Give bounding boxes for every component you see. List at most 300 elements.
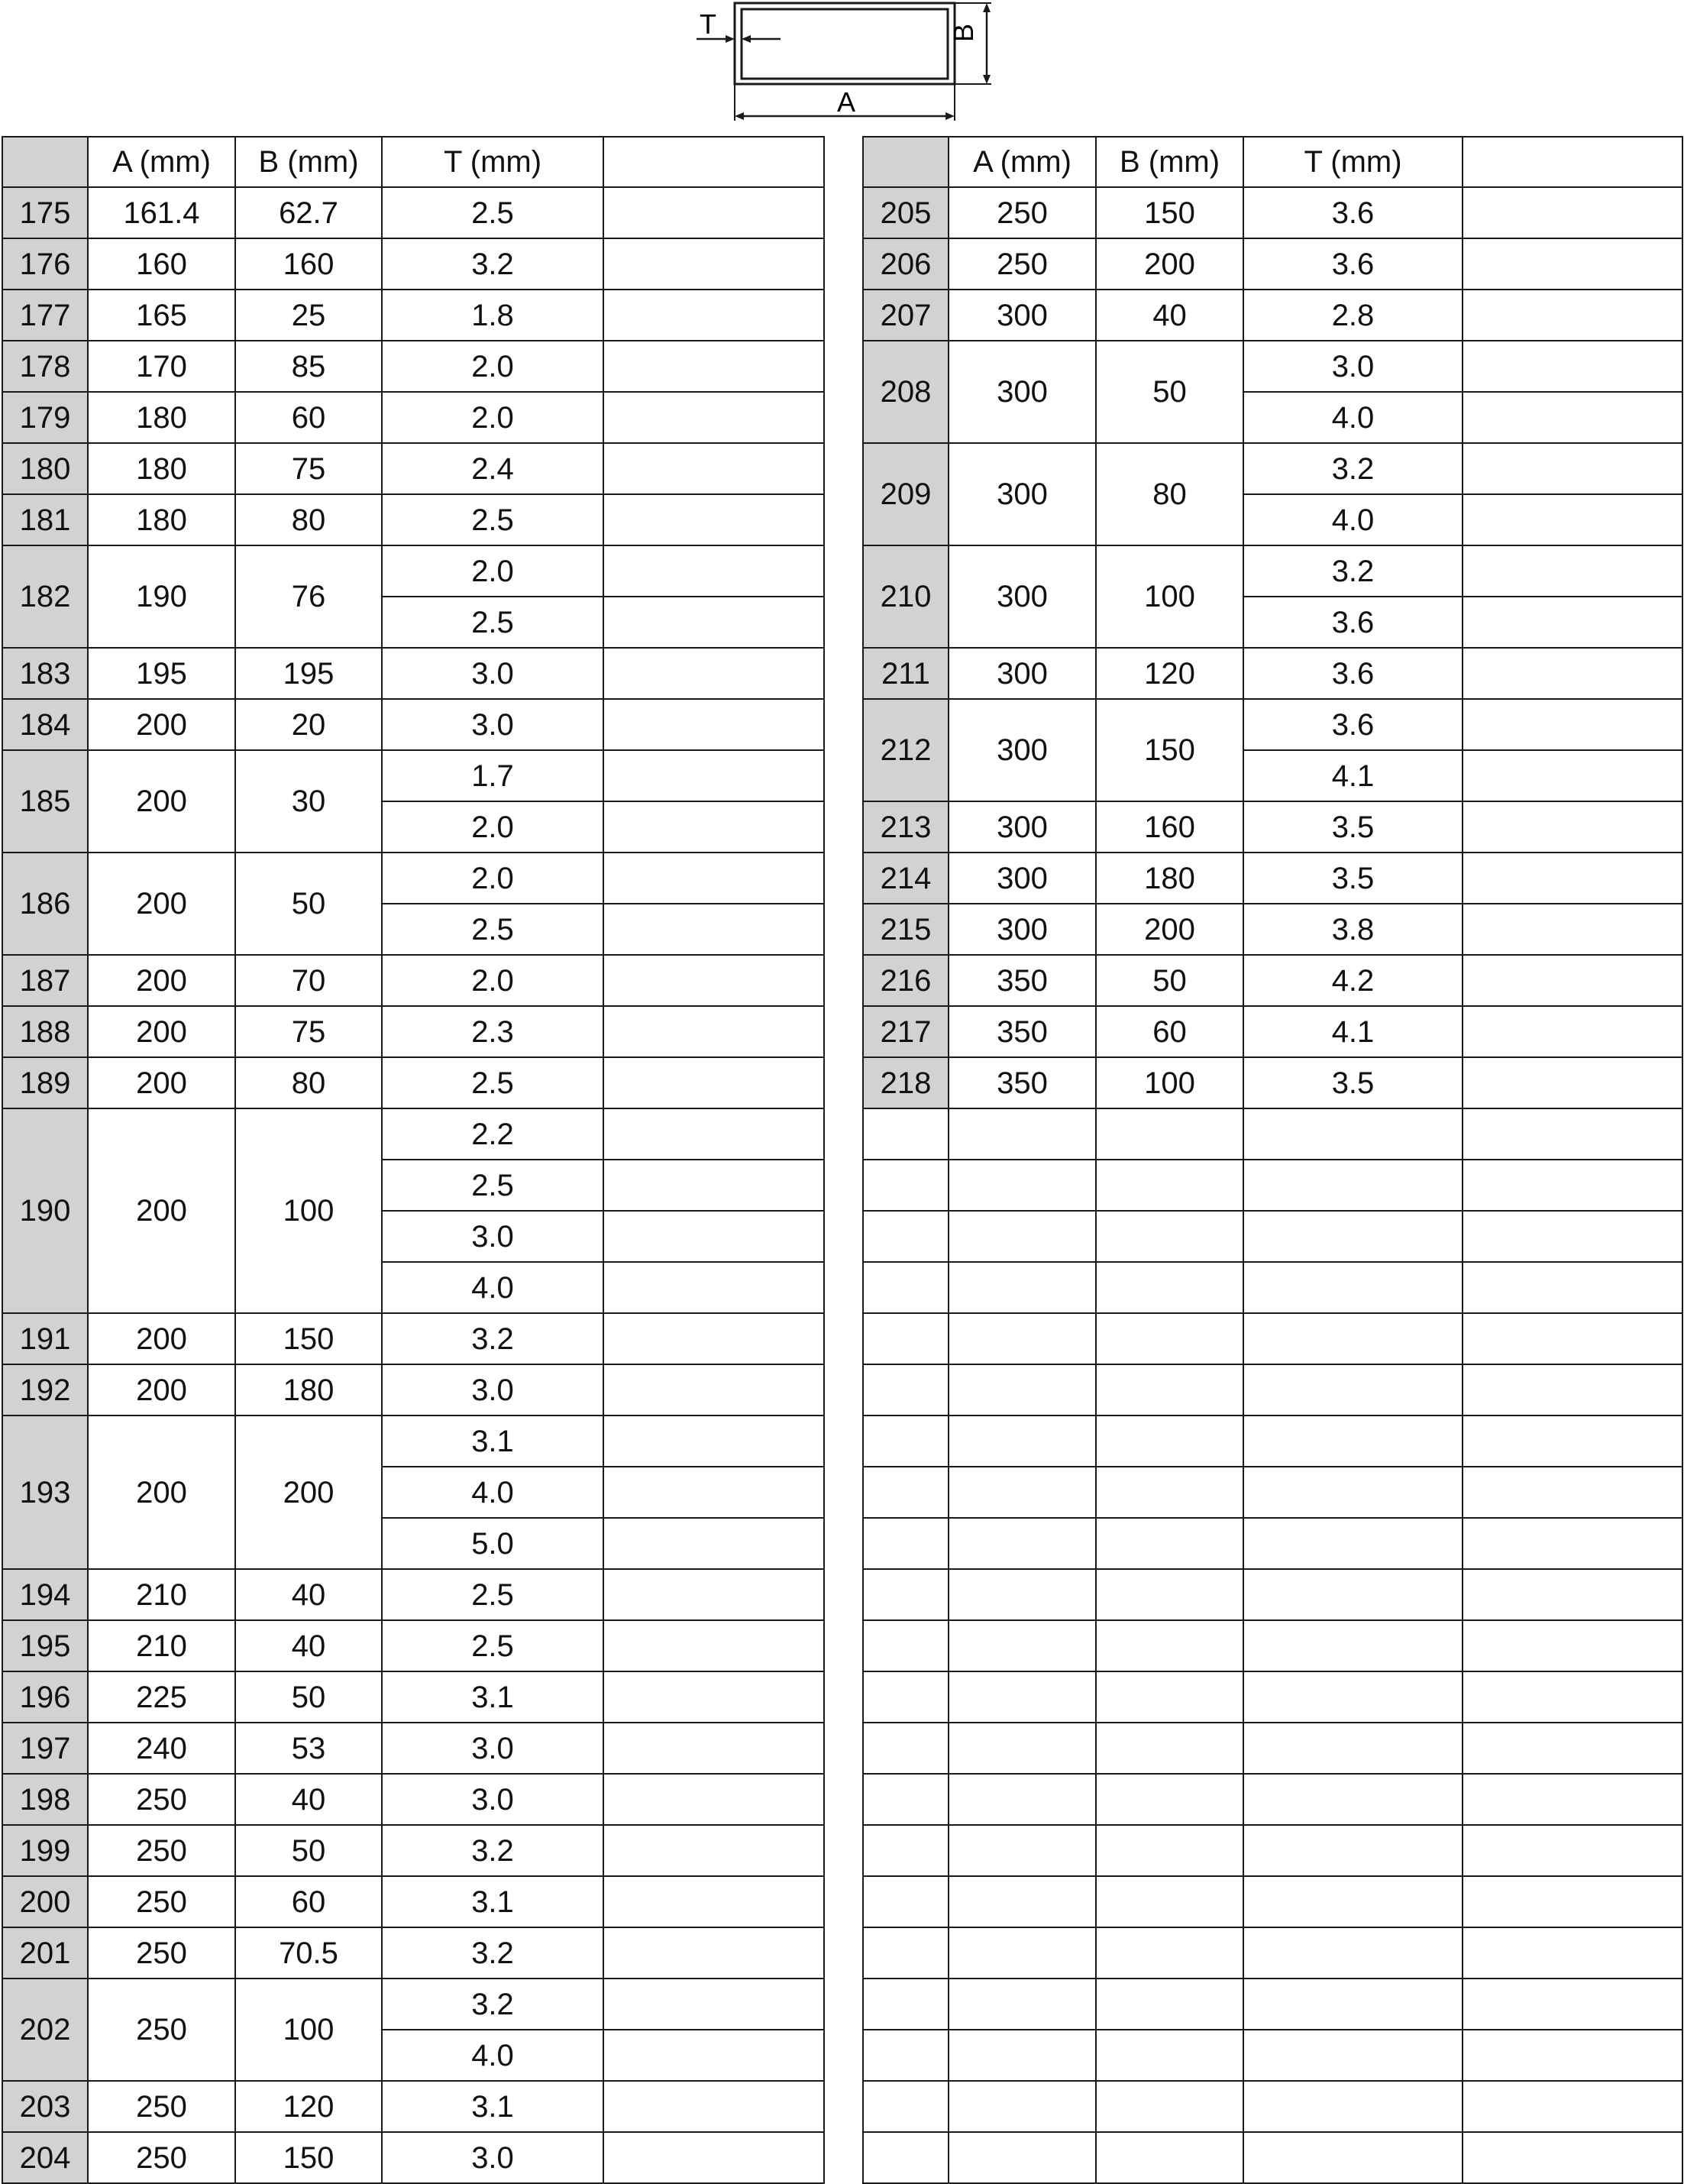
empty-row <box>863 2030 1682 2081</box>
dimension-b: 100 <box>235 1108 382 1313</box>
empty-note-cell <box>1463 1671 1682 1723</box>
note-cell <box>603 1364 824 1416</box>
note-cell <box>603 238 824 290</box>
note-cell <box>603 1825 824 1876</box>
note-cell <box>603 955 824 1006</box>
thickness-t: 1.8 <box>382 290 603 341</box>
thickness-t: 4.0 <box>382 1262 603 1313</box>
note-cell <box>603 1927 824 1979</box>
header-note <box>1463 137 1682 187</box>
thickness-t: 2.8 <box>1243 290 1463 341</box>
empty-t-cell <box>1243 1979 1463 2030</box>
empty-note-cell <box>1463 1927 1682 1979</box>
item-number: 178 <box>2 341 88 392</box>
table-row <box>2 1774 824 1825</box>
note-cell <box>603 801 824 853</box>
dimension-b: 40 <box>235 1774 382 1825</box>
table-row <box>2 2132 824 2183</box>
empty-row <box>863 1262 1682 1313</box>
dimension-a: 300 <box>949 545 1096 648</box>
thickness-t: 4.0 <box>382 1467 603 1518</box>
empty-number-cell <box>863 1108 949 1160</box>
thickness-t: 3.2 <box>382 1825 603 1876</box>
table-row <box>2 1671 824 1723</box>
note-cell <box>603 1518 824 1569</box>
dimension-b: 195 <box>235 648 382 699</box>
empty-note-cell <box>1463 2030 1682 2081</box>
dimension-a: 300 <box>949 801 1096 853</box>
item-number: 176 <box>2 238 88 290</box>
dimension-a: 190 <box>88 545 235 648</box>
thickness-t: 3.2 <box>382 1979 603 2030</box>
thickness-t: 2.5 <box>382 904 603 955</box>
empty-b-cell <box>1096 1774 1243 1825</box>
dimension-b: 200 <box>1096 904 1243 955</box>
note-cell <box>603 1979 824 2030</box>
item-number: 196 <box>2 1671 88 1723</box>
header-t: T (mm) <box>1243 137 1463 187</box>
note-cell <box>603 290 824 341</box>
note-cell <box>603 392 824 443</box>
dimension-a: 210 <box>88 1569 235 1620</box>
empty-t-cell <box>1243 1774 1463 1825</box>
dimension-a: 200 <box>88 853 235 955</box>
dimension-a: 180 <box>88 392 235 443</box>
t-arrowhead-left <box>726 35 735 43</box>
note-cell <box>603 904 824 955</box>
thickness-t: 3.1 <box>382 1876 603 1927</box>
table-row <box>863 187 1682 238</box>
empty-b-cell <box>1096 1671 1243 1723</box>
dimension-a: 210 <box>88 1620 235 1671</box>
thickness-t: 1.7 <box>382 750 603 801</box>
dimension-b: 80 <box>1096 443 1243 545</box>
empty-note-cell <box>1463 2081 1682 2132</box>
item-number: 191 <box>2 1313 88 1364</box>
dimension-a: 200 <box>88 1313 235 1364</box>
empty-t-cell <box>1243 1262 1463 1313</box>
empty-t-cell <box>1243 1569 1463 1620</box>
item-number: 201 <box>2 1927 88 1979</box>
table-row <box>2 290 824 341</box>
b-arrowhead-top <box>983 3 991 12</box>
dimension-b: 50 <box>235 1825 382 1876</box>
thickness-t: 2.0 <box>382 545 603 597</box>
dimension-b: 180 <box>1096 853 1243 904</box>
dimension-b: 60 <box>1096 1006 1243 1057</box>
empty-b-cell <box>1096 1569 1243 1620</box>
dimension-b: 40 <box>235 1569 382 1620</box>
dimension-b: 70 <box>235 955 382 1006</box>
empty-a-cell <box>949 1671 1096 1723</box>
dimension-a: 300 <box>949 443 1096 545</box>
item-number: 200 <box>2 1876 88 1927</box>
empty-row <box>863 1979 1682 2030</box>
empty-row <box>863 1416 1682 1467</box>
b-dimension-label: B <box>948 23 979 43</box>
note-cell <box>603 1006 824 1057</box>
dimension-a: 200 <box>88 955 235 1006</box>
dimension-a: 350 <box>949 955 1096 1006</box>
empty-number-cell <box>863 2030 949 2081</box>
note-cell <box>603 1723 824 1774</box>
table-row <box>2 392 824 443</box>
empty-a-cell <box>949 1364 1096 1416</box>
dimension-a: 161.4 <box>88 187 235 238</box>
table-row <box>2 494 824 545</box>
thickness-t: 2.0 <box>382 341 603 392</box>
dimension-b: 60 <box>235 392 382 443</box>
empty-note-cell <box>1463 1262 1682 1313</box>
tube-cross-section-diagram <box>0 0 1684 130</box>
header-t: T (mm) <box>382 137 603 187</box>
dimension-b: 76 <box>235 545 382 648</box>
note-cell <box>603 1416 824 1467</box>
empty-b-cell <box>1096 2081 1243 2132</box>
dimension-b: 80 <box>235 494 382 545</box>
dimension-b: 150 <box>235 2132 382 2183</box>
note-cell <box>1463 699 1682 750</box>
note-cell <box>603 2132 824 2183</box>
dimension-a: 200 <box>88 750 235 853</box>
dimension-b: 40 <box>235 1620 382 1671</box>
thickness-t: 2.5 <box>382 187 603 238</box>
empty-a-cell <box>949 1467 1096 1518</box>
thickness-t: 3.1 <box>382 1671 603 1723</box>
empty-b-cell <box>1096 1364 1243 1416</box>
dimension-b: 20 <box>235 699 382 750</box>
empty-note-cell <box>1463 1876 1682 1927</box>
dimension-b: 100 <box>1096 545 1243 648</box>
note-cell <box>603 2081 824 2132</box>
thickness-t: 3.5 <box>1243 853 1463 904</box>
thickness-t: 3.1 <box>382 1416 603 1467</box>
empty-row <box>863 1723 1682 1774</box>
empty-a-cell <box>949 1774 1096 1825</box>
empty-b-cell <box>1096 1927 1243 1979</box>
item-number: 204 <box>2 2132 88 2183</box>
thickness-t: 2.5 <box>382 597 603 648</box>
header-number <box>863 137 949 187</box>
empty-a-cell <box>949 1569 1096 1620</box>
dimension-a: 250 <box>949 187 1096 238</box>
dimension-a: 300 <box>949 904 1096 955</box>
dimension-b: 40 <box>1096 290 1243 341</box>
empty-t-cell <box>1243 1160 1463 1211</box>
note-cell <box>1463 955 1682 1006</box>
item-number: 216 <box>863 955 949 1006</box>
empty-t-cell <box>1243 1927 1463 1979</box>
thickness-t: 3.2 <box>382 238 603 290</box>
thickness-t: 2.0 <box>382 853 603 904</box>
empty-number-cell <box>863 1620 949 1671</box>
item-number: 198 <box>2 1774 88 1825</box>
item-number: 192 <box>2 1364 88 1416</box>
empty-row <box>863 1569 1682 1620</box>
table-row <box>863 238 1682 290</box>
dimension-a: 250 <box>88 1979 235 2081</box>
table-row <box>2 443 824 494</box>
empty-a-cell <box>949 1108 1096 1160</box>
empty-note-cell <box>1463 1211 1682 1262</box>
spec-table-right <box>862 136 1683 2184</box>
empty-a-cell <box>949 1876 1096 1927</box>
thickness-t: 3.5 <box>1243 801 1463 853</box>
empty-number-cell <box>863 1825 949 1876</box>
dimension-b: 150 <box>235 1313 382 1364</box>
empty-note-cell <box>1463 1774 1682 1825</box>
item-number: 187 <box>2 955 88 1006</box>
item-number: 203 <box>2 2081 88 2132</box>
empty-b-cell <box>1096 1825 1243 1876</box>
item-number: 197 <box>2 1723 88 1774</box>
note-cell <box>603 853 824 904</box>
dimension-b: 50 <box>235 853 382 955</box>
thickness-t: 4.0 <box>1243 392 1463 443</box>
thickness-t: 3.0 <box>382 648 603 699</box>
empty-row <box>863 1108 1682 1160</box>
note-cell <box>603 443 824 494</box>
empty-row <box>863 1671 1682 1723</box>
empty-t-cell <box>1243 1876 1463 1927</box>
empty-row <box>863 2132 1682 2183</box>
dimension-b: 53 <box>235 1723 382 1774</box>
item-number: 218 <box>863 1057 949 1108</box>
empty-number-cell <box>863 1211 949 1262</box>
empty-t-cell <box>1243 1825 1463 1876</box>
empty-number-cell <box>863 1876 949 1927</box>
dimension-b: 30 <box>235 750 382 853</box>
dimension-a: 250 <box>88 1927 235 1979</box>
dimension-b: 160 <box>1096 801 1243 853</box>
thickness-t: 3.2 <box>1243 443 1463 494</box>
dimension-a: 300 <box>949 290 1096 341</box>
thickness-t: 3.8 <box>1243 904 1463 955</box>
table-row <box>2 1927 824 1979</box>
empty-b-cell <box>1096 1723 1243 1774</box>
dimension-b: 200 <box>1096 238 1243 290</box>
thickness-t: 3.0 <box>1243 341 1463 392</box>
item-number: 189 <box>2 1057 88 1108</box>
dimension-b: 62.7 <box>235 187 382 238</box>
empty-note-cell <box>1463 1620 1682 1671</box>
item-number: 207 <box>863 290 949 341</box>
empty-row <box>863 2081 1682 2132</box>
table-row <box>2 1416 824 1467</box>
table-row <box>2 1006 824 1057</box>
dimension-b: 100 <box>235 1979 382 2081</box>
empty-t-cell <box>1243 1416 1463 1467</box>
dimension-a: 195 <box>88 648 235 699</box>
thickness-t: 2.5 <box>382 1620 603 1671</box>
empty-b-cell <box>1096 1979 1243 2030</box>
table-row <box>2 1108 824 1160</box>
note-cell <box>603 1313 824 1364</box>
item-number: 215 <box>863 904 949 955</box>
empty-note-cell <box>1463 2132 1682 2183</box>
header-note <box>603 137 824 187</box>
thickness-t: 3.0 <box>382 1723 603 1774</box>
dimension-b: 75 <box>235 1006 382 1057</box>
table-row <box>2 238 824 290</box>
empty-row <box>863 1927 1682 1979</box>
note-cell <box>1463 648 1682 699</box>
dimension-b: 200 <box>235 1416 382 1569</box>
dimension-a: 240 <box>88 1723 235 1774</box>
item-number: 188 <box>2 1006 88 1057</box>
item-number: 193 <box>2 1416 88 1569</box>
header-b: B (mm) <box>235 137 382 187</box>
note-cell <box>1463 750 1682 801</box>
note-cell <box>1463 853 1682 904</box>
empty-a-cell <box>949 1927 1096 1979</box>
table-row <box>863 290 1682 341</box>
thickness-t: 4.1 <box>1243 1006 1463 1057</box>
table-row <box>863 443 1682 494</box>
thickness-t: 4.0 <box>1243 494 1463 545</box>
empty-t-cell <box>1243 1518 1463 1569</box>
table-row <box>863 853 1682 904</box>
empty-row <box>863 1825 1682 1876</box>
empty-note-cell <box>1463 1979 1682 2030</box>
dimension-a: 200 <box>88 1057 235 1108</box>
item-number: 194 <box>2 1569 88 1620</box>
item-number: 205 <box>863 187 949 238</box>
item-number: 217 <box>863 1006 949 1057</box>
dimension-a: 250 <box>88 1876 235 1927</box>
empty-t-cell <box>1243 1313 1463 1364</box>
empty-number-cell <box>863 1774 949 1825</box>
empty-t-cell <box>1243 1467 1463 1518</box>
thickness-t: 3.6 <box>1243 187 1463 238</box>
item-number: 209 <box>863 443 949 545</box>
empty-a-cell <box>949 1723 1096 1774</box>
thickness-t: 2.2 <box>382 1108 603 1160</box>
empty-number-cell <box>863 1467 949 1518</box>
dimension-a: 300 <box>949 699 1096 801</box>
dimension-a: 250 <box>88 2132 235 2183</box>
empty-note-cell <box>1463 1569 1682 1620</box>
thickness-t: 3.0 <box>382 1774 603 1825</box>
table-row <box>2 1364 824 1416</box>
item-number: 177 <box>2 290 88 341</box>
table-row <box>863 545 1682 597</box>
note-cell <box>603 1774 824 1825</box>
table-row <box>863 648 1682 699</box>
dimension-a: 200 <box>88 1364 235 1416</box>
note-cell <box>603 750 824 801</box>
table-row <box>863 341 1682 392</box>
t-dimension-label: T <box>700 8 716 40</box>
empty-b-cell <box>1096 1313 1243 1364</box>
table-row <box>2 187 824 238</box>
thickness-t: 3.6 <box>1243 699 1463 750</box>
note-cell <box>1463 341 1682 392</box>
dimension-a: 250 <box>88 1825 235 1876</box>
empty-a-cell <box>949 1620 1096 1671</box>
b-arrowhead-bottom <box>983 75 991 84</box>
item-number: 181 <box>2 494 88 545</box>
empty-note-cell <box>1463 1518 1682 1569</box>
note-cell <box>603 648 824 699</box>
header-b: B (mm) <box>1096 137 1243 187</box>
note-cell <box>1463 494 1682 545</box>
dimension-b: 150 <box>1096 699 1243 801</box>
t-arrowhead-right <box>742 35 751 43</box>
empty-a-cell <box>949 1211 1096 1262</box>
note-cell <box>1463 904 1682 955</box>
note-cell <box>603 597 824 648</box>
empty-b-cell <box>1096 1160 1243 1211</box>
note-cell <box>1463 801 1682 853</box>
empty-row <box>863 1467 1682 1518</box>
dimension-b: 85 <box>235 341 382 392</box>
empty-number-cell <box>863 2081 949 2132</box>
dimension-b: 120 <box>1096 648 1243 699</box>
note-cell <box>603 1569 824 1620</box>
empty-row <box>863 1211 1682 1262</box>
dimension-a: 250 <box>88 2081 235 2132</box>
dimension-b: 80 <box>235 1057 382 1108</box>
dimension-b: 60 <box>235 1876 382 1927</box>
empty-a-cell <box>949 1262 1096 1313</box>
spec-table-left <box>2 136 825 2184</box>
dimension-b: 180 <box>235 1364 382 1416</box>
a-arrowhead-right <box>945 112 955 120</box>
item-number: 183 <box>2 648 88 699</box>
table-row <box>2 699 824 750</box>
table-row <box>2 1313 824 1364</box>
table-row <box>863 1057 1682 1108</box>
dimension-a: 180 <box>88 494 235 545</box>
dimension-a: 160 <box>88 238 235 290</box>
thickness-t: 3.2 <box>382 1313 603 1364</box>
note-cell <box>603 187 824 238</box>
empty-number-cell <box>863 1518 949 1569</box>
empty-number-cell <box>863 2132 949 2183</box>
note-cell <box>1463 545 1682 597</box>
dimension-a: 200 <box>88 1006 235 1057</box>
empty-b-cell <box>1096 1108 1243 1160</box>
thickness-t: 4.0 <box>382 2030 603 2081</box>
empty-a-cell <box>949 1979 1096 2030</box>
empty-t-cell <box>1243 1108 1463 1160</box>
a-dimension-label: A <box>836 86 856 118</box>
thickness-t: 3.6 <box>1243 597 1463 648</box>
note-cell <box>603 1876 824 1927</box>
empty-row <box>863 1518 1682 1569</box>
table-row <box>863 801 1682 853</box>
note-cell <box>1463 1057 1682 1108</box>
empty-note-cell <box>1463 1723 1682 1774</box>
note-cell <box>1463 443 1682 494</box>
dimension-b: 50 <box>1096 341 1243 443</box>
dimension-a: 250 <box>88 1774 235 1825</box>
note-cell <box>603 1467 824 1518</box>
empty-number-cell <box>863 1313 949 1364</box>
dimension-a: 300 <box>949 341 1096 443</box>
note-cell <box>603 494 824 545</box>
empty-note-cell <box>1463 1416 1682 1467</box>
thickness-t: 2.0 <box>382 801 603 853</box>
table-row <box>2 341 824 392</box>
empty-number-cell <box>863 1160 949 1211</box>
table-row <box>2 955 824 1006</box>
item-number: 210 <box>863 545 949 648</box>
empty-b-cell <box>1096 1467 1243 1518</box>
thickness-t: 3.0 <box>382 2132 603 2183</box>
empty-a-cell <box>949 1416 1096 1467</box>
